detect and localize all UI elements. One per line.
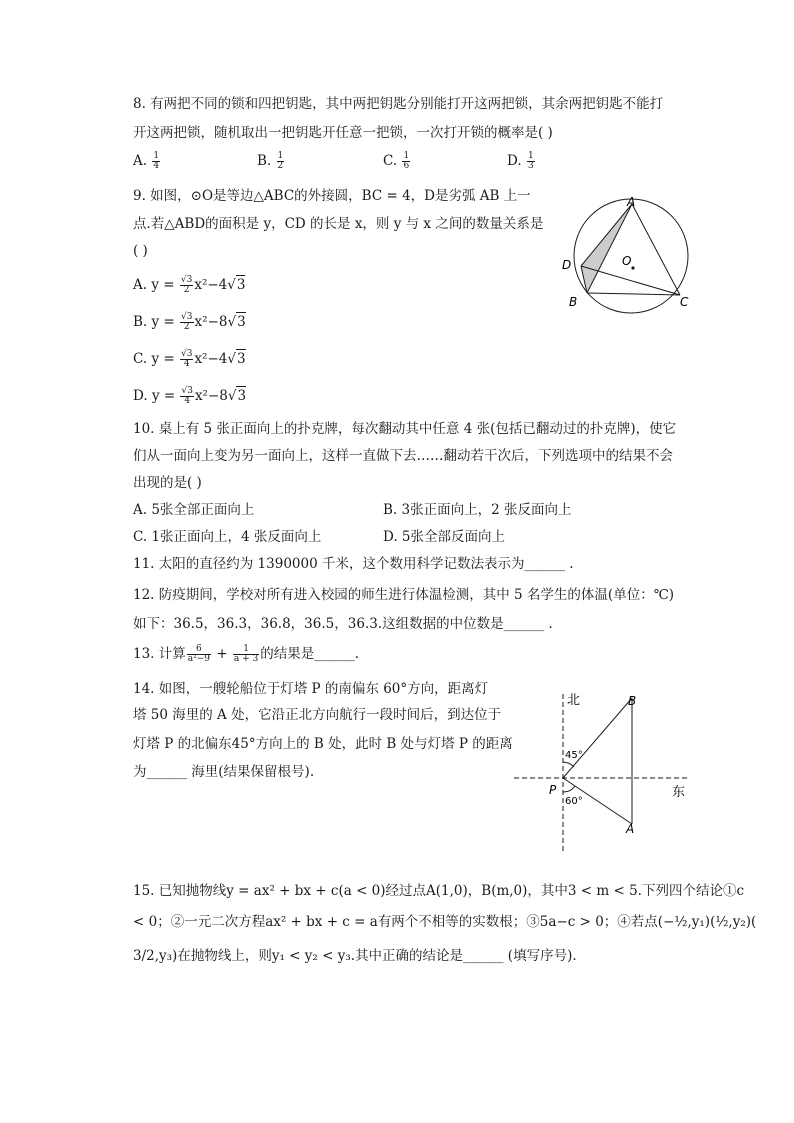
q9-option-a: A. y = $\frac{√3}{2}$ x²−4√ 3 [133, 275, 245, 295]
q10-option-b: B. 3张正面向上，2 张反面向上 [383, 502, 572, 518]
q9-line1: 9. 如图，⊙O是等边△ABC的外接圆，BC = 4，D是劣弧 AB 上一 [133, 188, 531, 204]
q12-line2: 如下：36.5，36.3，36.8，36.5，36.3.这组数据的中位数是______ . [133, 616, 553, 632]
sqrt-sign [228, 388, 237, 404]
q9-option-b: B. y = $\frac{√3}{2}$ x²−8√ 3 [133, 312, 246, 332]
label-a: A [627, 195, 636, 209]
q8-option-a: A. $\frac{1}{4}$ [133, 151, 160, 171]
q8-option-c-fraction: $\frac{1}{6}$ [403, 151, 410, 171]
q10-option-d: D. 5张全部反面向上 [383, 529, 506, 545]
q13-fraction-1: $\frac{6}{\text{a²−9}}$ [187, 644, 211, 664]
label-c: C [680, 295, 689, 309]
q8-line2: 开这两把锁，随机取出一把钥匙开任意一把锁，一次打开锁的概率是( ) [133, 125, 553, 141]
label-north: 北 [567, 693, 581, 708]
q12-line1: 12. 防疫期间，学校对所有进入校园的师生进行体温检测，其中 5 名学生的体温(单位：℃) [133, 587, 675, 603]
q9-line3: ( ) [133, 243, 148, 259]
q8-option-a-fraction: $\frac{1}{4}$ [153, 151, 160, 171]
q14-line4: 为______ 海里(结果保留根号). [133, 764, 315, 780]
q11-text: 11. 太阳的直径约为 1390000 千米，这个数用科学记数法表示为______ . [133, 556, 574, 572]
q9-option-d: D. y = $\frac{√3}{4}$ x²−8√ 3 [133, 386, 246, 406]
q15-line1: 15. 已知抛物线y = ax² + bx + c(a < 0)经过点A(1,0)，B(m,0)，其中3 < m < 5.下列四个结论①c [133, 883, 745, 899]
sqrt-sign [227, 277, 236, 293]
angle-45-label: 45° [565, 750, 583, 761]
label-p: P [549, 783, 557, 797]
q8-option-d: D. $\frac{1}{3}$ [507, 151, 534, 171]
sqrt-sign [227, 351, 236, 367]
angle-60-label: 60° [565, 796, 583, 807]
q14-line2: 塔 50 海里的 A 处，它沿正北方向航行一段时间后，到达位于 [133, 707, 502, 723]
q8-option-b: B. $\frac{1}{2}$ [257, 151, 284, 171]
label-b: B [569, 295, 578, 309]
q9-option-c: C. y = $\frac{√3}{4}$ x²−4√ 3 [133, 349, 246, 369]
label-d: D [562, 258, 572, 272]
q13-fraction-2: $\frac{1}{a + 3}$ [233, 644, 259, 664]
q8-option-c: C. $\frac{1}{6}$ [383, 151, 410, 171]
q10-option-c: C. 1张正面向上，4 张反面向上 [133, 529, 322, 545]
sqrt-sign [227, 314, 236, 330]
q8-option-b-fraction: $\frac{1}{2}$ [277, 151, 284, 171]
label-b: B [628, 694, 637, 708]
q9-circle-figure [553, 192, 703, 322]
q8-option-d-fraction: $\frac{1}{3}$ [527, 151, 534, 171]
q14-line1: 14. 如图，一艘轮船位于灯塔 P 的南偏东 60°方向，距离灯 [133, 681, 489, 697]
label-o: O [622, 254, 632, 268]
q10-line2: 们从一面向上变为另一面向上，这样一直做下去……翻动若干次后，下列选项中的结果不会 [133, 448, 673, 464]
q13-text: 13. 计算 $\frac{6}{\text{a²−9}}$ + $\frac{1}{a + 3}$ 的结果是______. [133, 644, 360, 664]
q9-line2: 点.若△ABD的面积是 y，CD 的长是 x，则 y 与 x 之间的数量关系是 [133, 216, 544, 232]
q8-line1: 8. 有两把不同的锁和四把钥匙，其中两把钥匙分别能打开这两把锁，其余两把钥匙不能打 [133, 96, 664, 112]
q15-line3: 3/2,y₃)在抛物线上，则y₁ < y₂ < y₃.其中正确的结论是______ (填写序号). [133, 948, 577, 964]
q10-line3: 出现的是( ) [133, 475, 202, 491]
q14-line3: 灯塔 P 的北偏东45°方向上的 B 处，此时 B 处与灯塔 P 的距离 [133, 736, 513, 752]
q10-option-a: A. 5张全部正面向上 [133, 502, 255, 518]
center-point-o [631, 266, 634, 269]
label-east: 东 [672, 785, 686, 800]
q15-line2: < 0；②一元二次方程ax² + bx + c = a有两个不相等的实数根；③5a−c > 0；④若点(−½,y₁)(½,y₂)( [133, 914, 757, 930]
q10-line1: 10. 桌上有 5 张正面向上的扑克牌，每次翻动其中任意 4 张(包括已翻动过的扑克牌)，使它 [133, 421, 677, 437]
q14-bearing-figure [508, 688, 708, 858]
label-a: A [626, 822, 635, 836]
